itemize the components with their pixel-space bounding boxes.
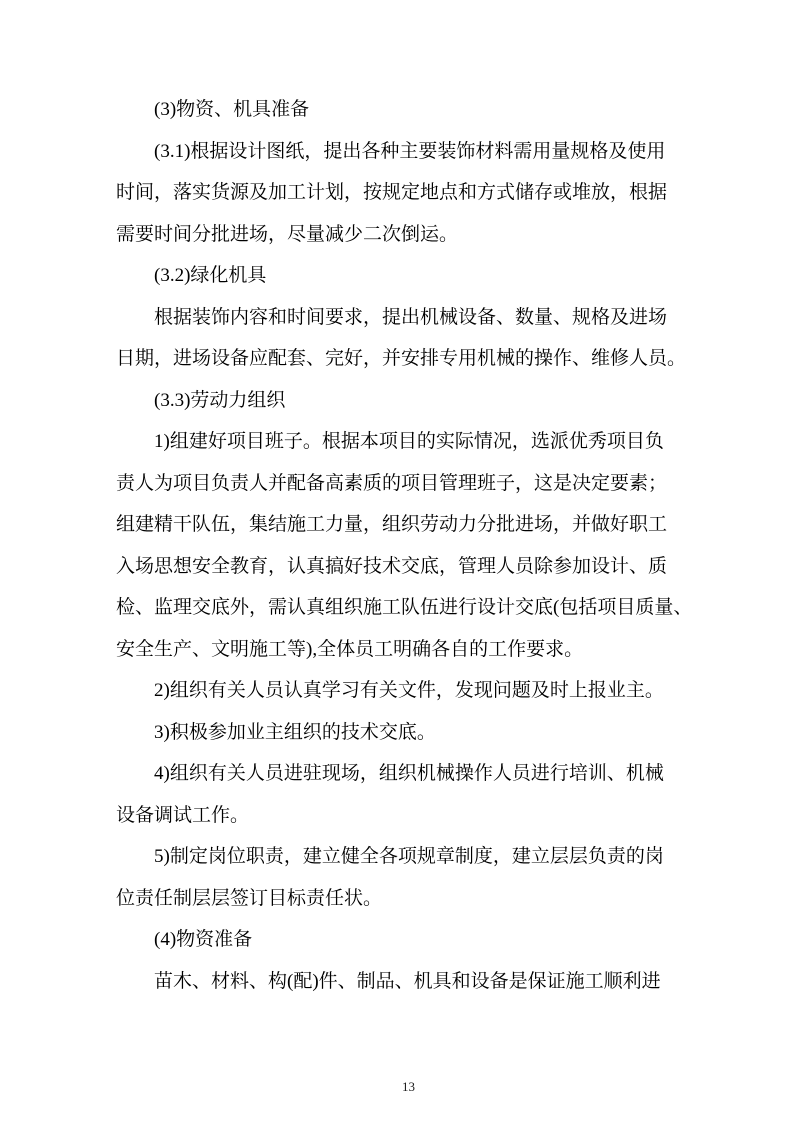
- text-line: 日期，进场设备应配套、完好，并安排专用机械的操作、维修人员。: [116, 348, 687, 369]
- paragraph: [116, 712, 793, 754]
- text-line: 苗木、材料、构(配)件、制品、机具和设备是保证施工顺利进: [154, 970, 661, 992]
- text-line: 1)组建好项目班子。根据本项目的实际情况，选派优秀项目负: [154, 431, 664, 452]
- paragraph: [116, 753, 793, 836]
- paragraph: [116, 836, 793, 919]
- paragraph: [116, 297, 793, 380]
- text-line: 5)制定岗位职责，建立健全各项规章制度，建立层层负责的岗: [154, 846, 664, 867]
- text-line: 2)组织有关人员认真学习有关文件，发现问题及时上报业主。: [154, 680, 664, 701]
- text-line: 4)组织有关人员进驻现场，组织机械操作人员进行培训、机械: [154, 763, 664, 784]
- paragraph: [116, 670, 793, 712]
- text-line: 需要时间分批进场，尽量减少二次倒运。: [116, 223, 459, 245]
- text-line: 时间，落实货源及加工计划，按规定地点和方式储存或堆放，根据: [116, 182, 668, 203]
- paragraph: [116, 131, 793, 256]
- text-line: 组建精干队伍，集结施工力量，组织劳动力分批进场，并做好职工: [116, 514, 668, 535]
- text-line: (4)物资准备: [154, 929, 253, 950]
- paragraph: [116, 255, 793, 297]
- paragraph: [116, 919, 793, 961]
- text-line: (3.2)绿化机具: [154, 265, 267, 286]
- text-line: 入场思想安全教育，认真搞好技术交底，管理人员除参加设计、质: [116, 555, 668, 577]
- paragraph: [116, 421, 793, 670]
- document-body: [116, 89, 793, 1002]
- text-line: (3.3)劳动力组织: [154, 389, 286, 411]
- paragraph: [116, 380, 793, 422]
- text-line: 位责任制层层签订目标责任状。: [116, 887, 383, 909]
- text-line: 安全生产、文明施工等),全体员工明确各自的工作要求。: [116, 638, 584, 660]
- text-line: 3)积极参加业主组织的技术交底。: [154, 721, 436, 743]
- text-line: (3)物资、机具准备: [154, 99, 310, 120]
- paragraph: [116, 961, 793, 1003]
- text-line: 根据装饰内容和时间要求，提出机械设备、数量、规格及进场: [154, 306, 668, 328]
- page-number: 13: [402, 1079, 415, 1094]
- text-line: 检、监理交底外，需认真组织施工队伍进行设计交底(包括项目质量、: [116, 597, 693, 618]
- text-line: 责人为项目负责人并配备高素质的项目管理班子，这是决定要素；: [116, 472, 668, 494]
- text-line: (3.1)根据设计图纸，提出各种主要装饰材料需用量规格及使用: [154, 140, 666, 162]
- text-line: 设备调试工作。: [116, 804, 250, 826]
- paragraph: [116, 89, 793, 131]
